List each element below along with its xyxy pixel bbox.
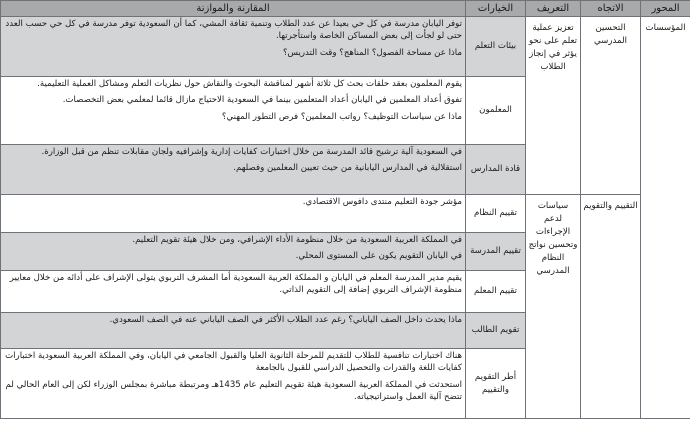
- definition-cell: تعزيز عملية تعلم على نحو يؤثر في إنجاز الطلاب: [526, 17, 581, 195]
- comparison-cell: [1, 349, 466, 419]
- comparison-paragraph: هناك اختبارات تنافسية للطلاب للتقديم للمرحلة الثانوية العليا والقبول الجامعي في اليابان، وفي المملكة العربية السعودية اختبارات كفايات اللغة والقدرات والتحصيل الدراسي للقبول بالجامعة: [5, 351, 462, 374]
- option-cell: بيئات التعلم: [466, 17, 526, 77]
- header-muqarana: المقارنة والموازنة: [1, 1, 466, 17]
- comparison-cell: [1, 313, 466, 349]
- option-cell: أطر التقويم والتقييم: [466, 349, 526, 419]
- comparison-cell: [1, 195, 466, 233]
- comparison-cell: [1, 17, 466, 77]
- direction-cell: التقييم والتقويم: [581, 195, 641, 419]
- comparison-paragraph: استقلالية في المدارس اليابانية من حيث تعيين المعلمين وفصلهم.: [233, 163, 462, 174]
- option-cell: تقييم المعلم: [466, 271, 526, 313]
- comparison-paragraph: في اليابان التقويم يكون على المستوى المحلي.: [295, 251, 462, 262]
- comparison-paragraph: يقوم المعلمون بعقد حلقات بحث كل ثلاثة أشهر لمناقشة البحوث والنقاش حول نظريات التعلم ومشاكل العملية التعليمية.: [37, 79, 462, 89]
- comparison-cell: [1, 233, 466, 271]
- header-ittijah: الاتجاه: [581, 1, 641, 17]
- comparison-paragraph: ماذا عن سياسات التوظيف؟ رواتب المعلمين؟ فرص التطور المهني؟: [221, 111, 462, 122]
- option-cell: تقييم المدرسة: [466, 233, 526, 271]
- comparison-paragraph: توفر اليابان مدرسة في كل حي بعيدا عن عدد الطلاب وتنمية ثقافة المشي، كما أن السعودية توفر مدرسة في كل حي حسب العدد حتى لو لجأت إلى بعض المساكن الخاصة واستأجرتها.: [5, 19, 462, 42]
- comparison-paragraph: مؤشر جودة التعليم منتدى دافوس الاقتصادي.: [302, 197, 462, 207]
- axis-cell: المؤسسات: [641, 17, 690, 419]
- header-tarif: التعريف: [526, 1, 581, 17]
- comparison-paragraph: في المملكة العربية السعودية من خلال منظومة الأداء الإشرافي، ومن خلال هيئة تقويم التعليم.: [132, 235, 462, 245]
- option-cell: قادة المدارس: [466, 145, 526, 195]
- definition-cell: سياسات لدعم الإجراءات وتحسين نواتج النظام المدرسي: [526, 195, 581, 419]
- comparison-cell: [1, 77, 466, 145]
- comparison-paragraph: تفوق أعداد المعلمين في اليابان أعداد المتعلمين بينما في السعودية الاحتياج مازال قائما لمعلمي بعض التخصصات.: [62, 95, 462, 106]
- option-cell: تقويم الطالب: [466, 313, 526, 349]
- comparison-paragraph: ماذا يحدث داخل الصف الياباني؟ رغم عدد الطلاب الأكثر في الصف الياباني عنه في الصف السعودي.: [109, 315, 462, 325]
- option-cell: تقييم النظام: [466, 195, 526, 233]
- table-row: [1, 17, 690, 77]
- direction-cell: التحسين المدرسي: [581, 17, 641, 195]
- comparison-cell: [1, 145, 466, 195]
- header-mihwar: المحور: [641, 1, 690, 17]
- comparison-paragraph: استحدثت في المملكة العربية السعودية هيئة تقويم التعليم عام 1435هـ ومرتبطة مباشرة بمجلس الوزراء لكن إلى العام الحالي لم تتضح آلية العمل واستراتيجياته.: [5, 379, 462, 403]
- comparison-paragraph: ماذا عن مساحة الفصول؟ المناهج؟ وقت التدريس؟: [282, 47, 462, 58]
- header-row: [1, 1, 690, 17]
- comparison-paragraph: في السعودية آلية ترشيح قائد المدرسة من خلال اختبارات كفايات إدارية وإشرافيه ولجان مقابلات تنظم من قبل الوزارة.: [41, 147, 462, 157]
- table-row: [1, 195, 690, 233]
- option-cell: المعلمون: [466, 77, 526, 145]
- comparison-cell: [1, 271, 466, 313]
- comparison-paragraph: يقيم مدير المدرسة المعلم في اليابان و المملكة العربية السعودية أما المشرف التربوي يتولى الإشراف على أدائه من خلال معايير منظومة الإشراف التربوي إضافة إلى التقويم الذاتي.: [9, 273, 462, 296]
- header-khiyarat: الخيارات: [466, 1, 526, 17]
